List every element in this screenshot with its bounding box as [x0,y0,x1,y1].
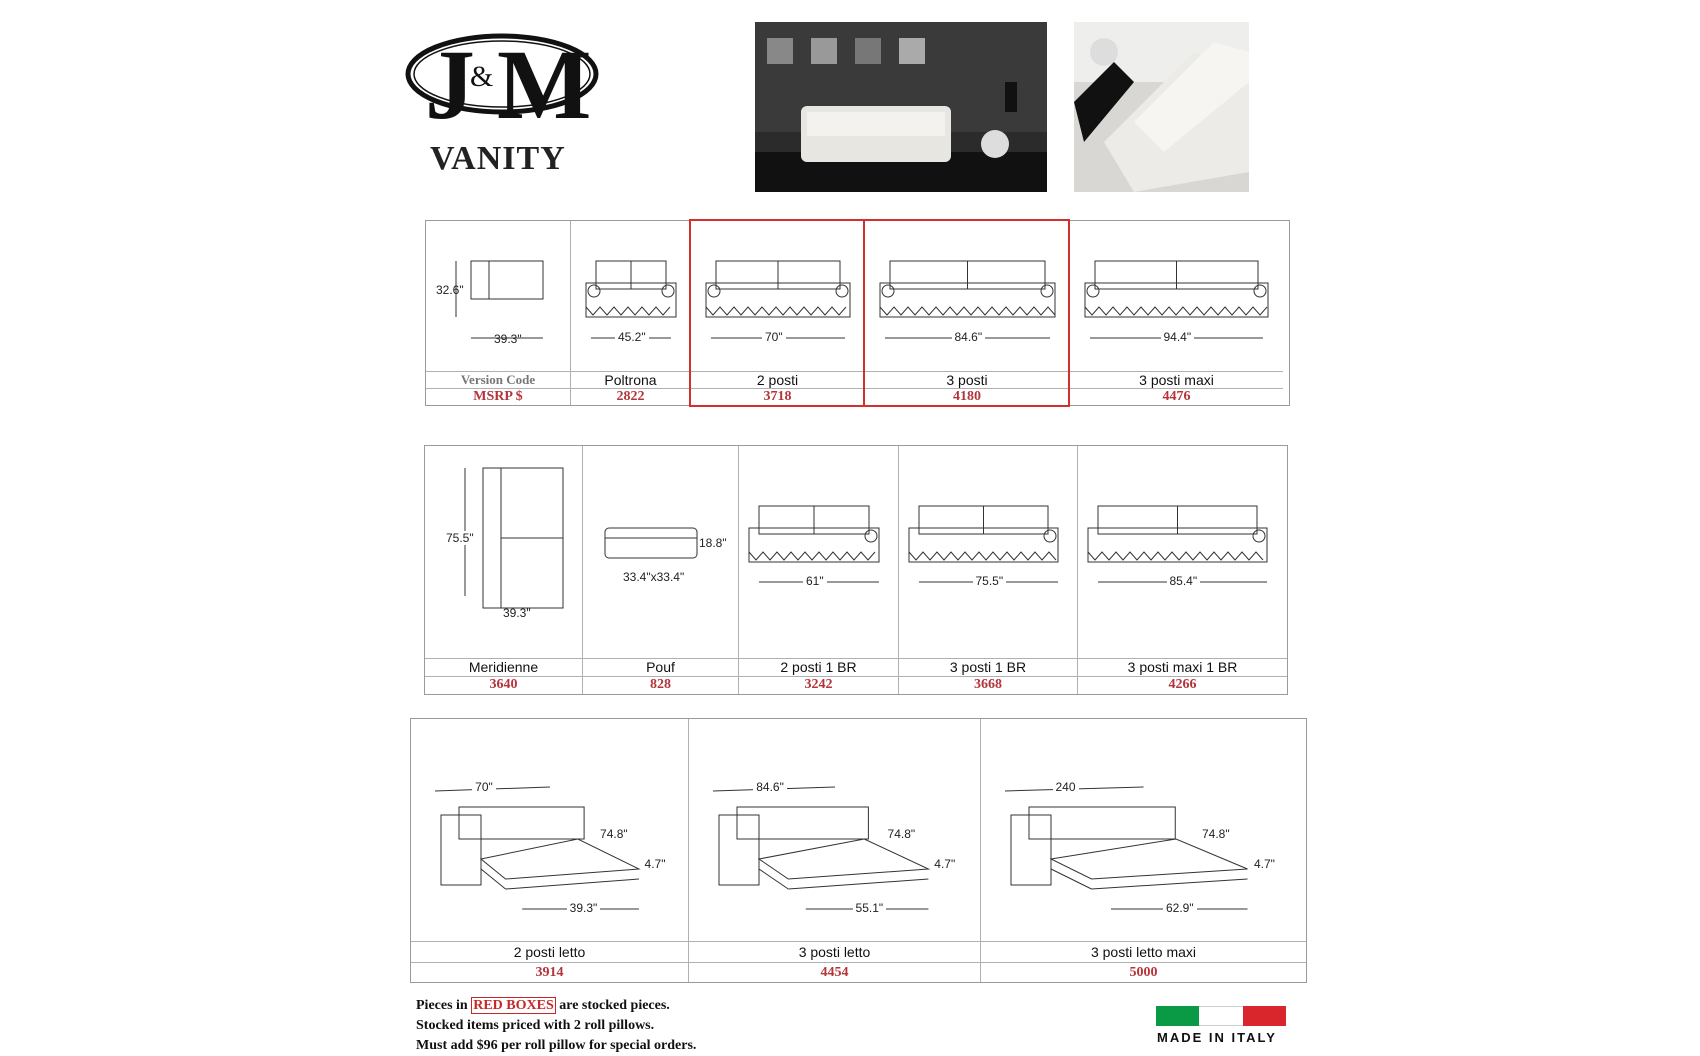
sofa-front-diagram [706,261,850,317]
dimension-depth: 74.8" [887,827,916,841]
product-cell [899,446,1078,694]
version-code-label: Version Code [426,371,570,388]
sofa-front-diagram [909,506,1058,562]
table-sectionals [424,445,1288,695]
logo-letter-j: J [425,29,475,140]
product-diagram [1070,221,1283,371]
product-price: 2822 [571,388,690,405]
product-cell [1078,446,1287,694]
header-cell [426,221,571,405]
sofa-bed-diagram [689,719,981,939]
table-sofas [425,220,1290,406]
product-price: 828 [583,676,738,694]
dimension-width: 70" [472,780,496,794]
brand-subtitle: VANITY [430,140,566,177]
product-cell [865,221,1070,405]
dimension-width: 84.6" [952,330,986,344]
product-diagram [865,221,1070,371]
dimension-height: 4.7" [644,857,666,871]
red-boxes-label: RED BOXES [473,998,554,1013]
product-price: 4476 [1070,388,1283,405]
product-name: Pouf [583,658,738,676]
sofa-front-diagram [1085,261,1268,317]
dimension-height: 4.7" [1254,857,1275,871]
dimension-length: 75.5" [446,531,474,545]
dimension-width: 75.5" [973,574,1007,588]
product-name: 2 posti 1 BR [739,658,898,676]
product-price: 3242 [739,676,898,694]
dimension-height: 4.7" [934,857,956,871]
note-line-2: Stocked items priced with 2 roll pillows. [416,1018,655,1033]
dimension-bed-length: 39.3" [567,901,601,915]
product-price: 3640 [425,676,582,694]
product-diagram [899,446,1078,656]
product-cell [1070,221,1283,405]
product-diagram [571,221,691,371]
sofa-front-diagram [1088,506,1267,562]
product-price: 3718 [691,388,864,405]
product-cell [691,221,865,405]
dimension-width: 61" [803,574,827,588]
product-cell [689,719,981,982]
product-cell [583,446,739,694]
product-name: 3 posti letto maxi [981,941,1306,962]
note-line-1 [416,996,696,1016]
dimension-footprint: 33.4"x33.4" [623,570,685,584]
product-name: 2 posti [691,371,864,388]
product-cell [425,446,583,694]
note-line-3: Must add $96 per roll pillow for special orders. [416,1038,697,1053]
product-name: 3 posti maxi [1070,371,1283,388]
product-diagram [691,221,865,371]
dimension-depth: 39.3" [494,332,522,346]
dimension-width: 70" [762,330,786,344]
sofa-front-diagram [586,261,676,317]
product-price: 3914 [411,962,688,982]
table-sofa-beds [410,718,1307,983]
dimension-height: 32.6" [436,283,464,297]
note-text: are stocked pieces. [555,998,670,1013]
logo-letter-m: M [497,29,592,140]
dimension-width: 84.6" [753,780,787,794]
product-cell [739,446,899,694]
product-name: 3 posti maxi 1 BR [1078,658,1287,676]
sofa-front-diagram [880,261,1055,317]
logo-ampersand: & [470,60,494,93]
product-diagram [425,446,583,656]
sofa-bed-diagram [411,719,689,939]
product-diagram [583,446,739,656]
dimension-bed-length: 55.1" [853,901,887,915]
product-name: Poltrona [571,371,690,388]
dimension-depth: 74.8" [600,827,628,841]
made-in-italy: MADE IN ITALY [1157,1030,1277,1045]
product-name: Meridienne [425,658,582,676]
product-photo-living-room [755,22,1047,192]
product-price: 5000 [981,962,1306,982]
product-name: 3 posti letto [689,941,980,962]
product-name: 3 posti 1 BR [899,658,1077,676]
product-price: 4180 [865,388,1069,405]
product-photo-sofa-closeup [1074,22,1249,192]
product-price: 3668 [899,676,1077,694]
dimension-bed-length: 62.9" [1163,901,1197,915]
product-name: 2 posti letto [411,941,688,962]
dimension-height: 18.8" [699,536,727,550]
italy-flag-icon [1156,1006,1286,1026]
product-cell [411,719,689,982]
product-name: 3 posti [865,371,1069,388]
note-text: Pieces in [416,998,472,1013]
dimension-width: 39.3" [503,606,531,620]
product-diagram [1078,446,1287,656]
product-price: 4454 [689,962,980,982]
sofa-front-diagram [749,506,879,562]
msrp-label: MSRP $ [426,388,570,405]
dimension-width: 85.4" [1167,574,1201,588]
stock-notes [416,996,696,1056]
dimension-width: 45.2" [615,330,649,344]
dimension-width: 94.4" [1161,330,1195,344]
product-cell [571,221,691,405]
sofa-bed-diagram [981,719,1306,939]
product-price: 4266 [1078,676,1287,694]
product-diagram [739,446,899,656]
product-cell [981,719,1306,982]
dimension-depth: 74.8" [1202,827,1230,841]
dimension-width: 240 [1053,780,1079,794]
